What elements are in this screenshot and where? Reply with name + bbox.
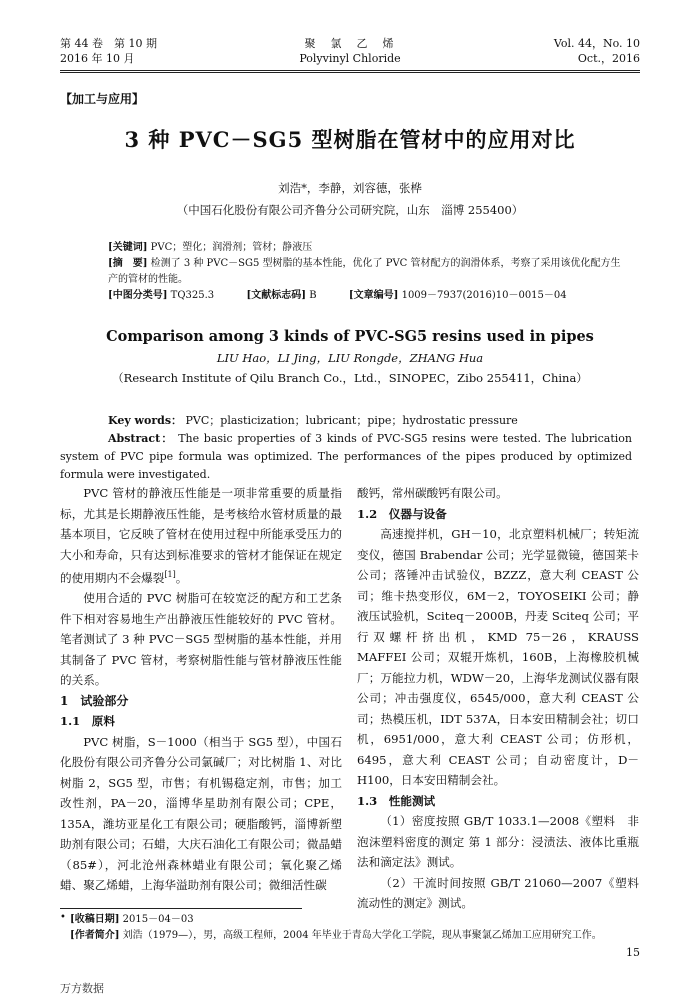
bio-label: [作者简介] bbox=[70, 930, 120, 941]
author-list: 刘浩*，李静，刘容德，张桦 bbox=[278, 181, 422, 195]
cn-abstract bbox=[108, 256, 628, 288]
test-item-flow-time: （2）干流时间按照 GB/T 21060—2007《塑料 流动性的测定》测试。 bbox=[357, 875, 651, 910]
footnote-author-bio bbox=[70, 928, 650, 944]
author-affiliation: （中国石化股份有限公司齐鲁分公司研究院，山东 淄博 255400） bbox=[176, 203, 524, 217]
article-title: 3 种 PVC－SG5 型树脂在管材中的应用对比 bbox=[124, 127, 576, 152]
test-item-density: （1）密度按照 GB/T 1033.1—2008《塑料 非泡沫塑料密度的测定 第 1 部分：浸渍法、液体比重瓶法和滴定法》测试。 bbox=[357, 814, 639, 869]
en-keywords-text: PVC；plasticization；lubricant；pipe；hydrostatic pressure bbox=[185, 414, 518, 427]
cn-abstract-text: 检测了 3 种 PVC－SG5 型树脂的基本性能，优化了 PVC 管材配方的润滑体系，考察了采用该优化配方生产的管材的性能。 bbox=[108, 258, 621, 285]
equipment-paragraph: 高速搅拌机，GH－10，北京塑料机械厂；转矩流变仪，德国 Brabendar 公司；光学显微镜，德国莱卡公司；落锤冲击试验仪，BZZZ，意大利 CEAST 公司；维卡热变形仪，6M－2，TOYOSEIKI 公司；静液压试验机，Sciteq－2000B，丹麦 Sciteq 公司；平行双螺杆挤出机，KMD 75－26，KRAUSS MAFFEI 公司；双辊开炼机，160B，上海橡胶机械厂；万能拉力机，WDW－20，上海华龙测试仪器有限公司；冲击强度仪，6545/000，意大利 CEAST 公司；热模压机，IDT 537A，日本安田精制会社；切口机，6951/000，意大利 CEAST 公司；仿形机，6495，意大利 CEAST 公司；自动密度计，D－H100，日本安田精制会社。 bbox=[357, 527, 639, 787]
en-keywords-label: Key words： bbox=[108, 414, 183, 427]
intro-p1-text: PVC 管材的静液压性能是一项非常重要的质量指标，尤其是长期静液压性能，是考核给水管材质量的最基本项目，它反映了管材在使用过程中所能承受压力的大小和寿命，只有达到标准要求的管材才能保证在规定的使用期内不会爆裂 bbox=[60, 486, 342, 585]
clc-value: TQ325.3 bbox=[170, 290, 215, 301]
article-no-label: [文章编号] bbox=[348, 290, 399, 301]
cn-abstract-label: [摘 要] bbox=[108, 258, 148, 269]
footnote-received bbox=[70, 912, 650, 928]
header-vol-no: Vol. 44，No. 10 bbox=[553, 37, 640, 50]
header-rule-thick bbox=[60, 70, 640, 71]
section-tag: 【加工与应用】 bbox=[60, 92, 145, 106]
bio-text: 刘浩（1979—），男，高级工程师，2004 年毕业于青岛大学化工学院，现从事聚氯乙烯加工应用研究工作。 bbox=[122, 930, 602, 941]
received-date: 2015－04－03 bbox=[122, 914, 194, 925]
header-volume-en bbox=[554, 36, 640, 66]
materials-continued: 酸钙，常州碳酸钙有限公司。 bbox=[357, 486, 508, 500]
header-month-year: Oct.，2016 bbox=[577, 52, 640, 65]
doc-code-value: B bbox=[309, 290, 317, 301]
body-column-left bbox=[60, 483, 342, 896]
cn-keywords-text: PVC；塑化；润滑剂；管材；静液压 bbox=[150, 242, 313, 253]
intro-paragraph-1 bbox=[60, 483, 342, 588]
materials-paragraph: PVC 树脂，S－1000（相当于 SG5 型），中国石化股份有限公司齐鲁分公司氯碱厂；对比树脂 1、对比树脂 2，SG5 型，市售；有机锡稳定剂，市售；加工改性剂，PA－20，淄博华星助剂有限公司；CPE，135A，潍坊亚星化工有限公司；硬脂酸钙，淄博新塑助剂有限公司；石蜡，大庆石油化工有限公司；微晶蜡（85#），河北沧州森林蜡业有限公司；氧化聚乙烯蜡、聚乙烯蜡，上海华溢助剂有限公司；微细活性碳 bbox=[60, 734, 342, 893]
footnote-bullet: • bbox=[60, 912, 66, 923]
en-title: Comparison among 3 kinds of PVC-SG5 resins used in pipes bbox=[106, 328, 594, 345]
subsection-heading-1-2: 1.2 仪器与设备 bbox=[357, 506, 447, 521]
header-issue: 第 44 卷 第 10 期 bbox=[60, 37, 157, 50]
intro-paragraph-2: 使用合适的 PVC 树脂可在较宽泛的配方和工艺条件下相对容易地生产出静液压性能较好的 PVC 管材。笔者测试了 3 种 PVC－SG5 型树脂的基本性能，并用其制备了 PVC 管材，考察树脂性能与管材静液压性能的关系。 bbox=[60, 591, 342, 688]
cn-keywords-label: [关键词] bbox=[108, 242, 148, 253]
subsection-heading-1-1: 1.1 原料 bbox=[60, 714, 115, 729]
journal-name-cn: 聚 氯 乙 烯 bbox=[304, 37, 396, 50]
en-abstract-text: The basic properties of 3 kinds of PVC-SG5 resins were tested. The lubrication system of PVC pipe formula was optimized. The performances of the pipes produced by optimized formula were investigated. bbox=[60, 432, 632, 481]
en-abstract bbox=[60, 430, 632, 484]
cn-metadata bbox=[108, 240, 628, 304]
header-rule-thin bbox=[60, 72, 640, 73]
en-keywords bbox=[108, 412, 632, 430]
page-number: 15 bbox=[626, 946, 640, 959]
journal-name-en: Polyvinyl Chloride bbox=[299, 52, 401, 65]
section-heading-1: 1 试验部分 bbox=[60, 693, 129, 708]
cn-classification bbox=[108, 288, 628, 304]
received-label: [收稿日期] bbox=[70, 914, 120, 925]
intro-p1-end: 。 bbox=[175, 570, 188, 585]
subsection-heading-1-3: 1.3 性能测试 bbox=[357, 793, 436, 808]
doc-code-label: [文献标志码] bbox=[246, 290, 306, 301]
citation-ref-1: [1] bbox=[164, 570, 176, 579]
cn-keywords bbox=[108, 240, 628, 256]
en-affiliation: （Research Institute of Qilu Branch Co.，Ltd.，SINOPEC，Zibo 255411，China） bbox=[112, 371, 588, 385]
header-date: 2016 年 10 月 bbox=[60, 52, 135, 65]
body-column-right bbox=[357, 483, 651, 914]
article-no-value: 1009－7937(2016)10－0015－04 bbox=[401, 290, 567, 301]
clc-label: [中图分类号] bbox=[108, 290, 168, 301]
footnote-rule bbox=[60, 908, 302, 909]
en-authors: LIU Hao，LI Jing，LIU Rongde，ZHANG Hua bbox=[216, 351, 484, 365]
en-abstract-label: Abstract： bbox=[108, 432, 174, 445]
watermark-label: 万方数据 bbox=[60, 982, 104, 995]
